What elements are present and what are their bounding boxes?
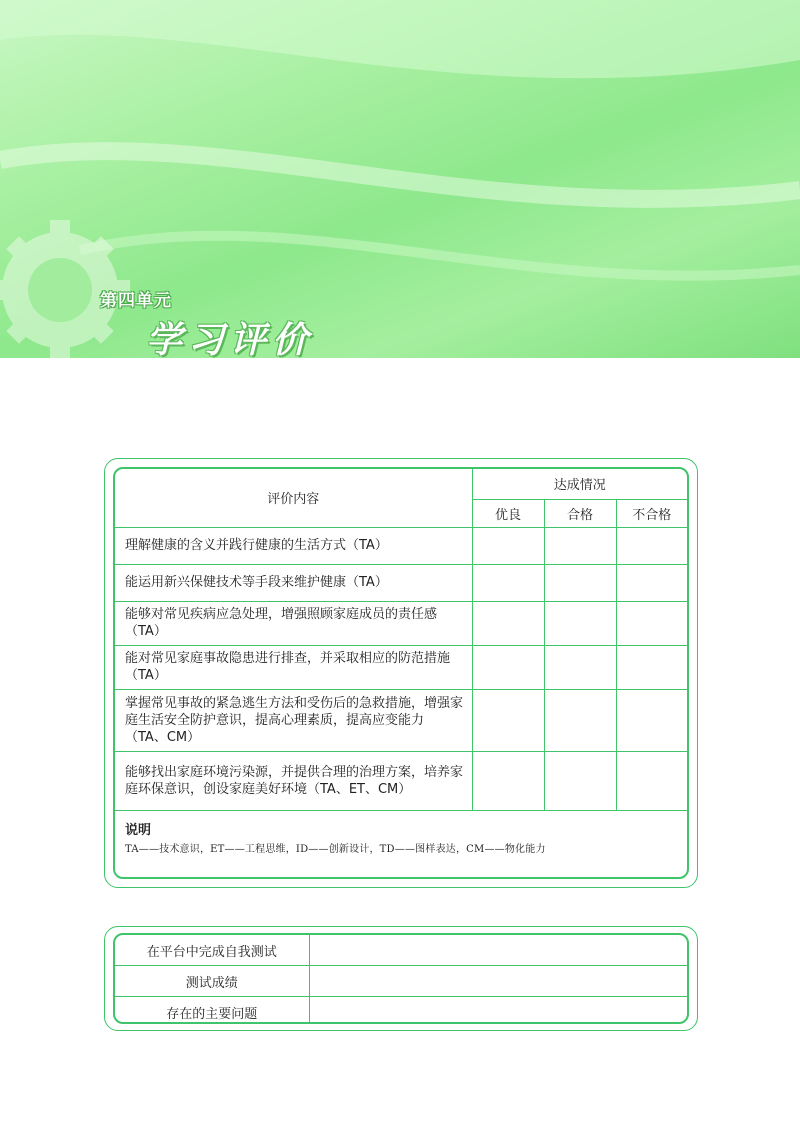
row-content: 能够对常见疾病应急处理，增强照顾家庭成员的责任感（TA） bbox=[115, 601, 472, 645]
self-test-frame bbox=[104, 926, 698, 1031]
header-banner bbox=[0, 0, 800, 358]
notes bbox=[115, 811, 687, 855]
header-evaluation-content: 评价内容 bbox=[115, 469, 472, 527]
cell-pass[interactable] bbox=[544, 564, 616, 601]
evaluation-table bbox=[115, 469, 687, 811]
cell-excellent[interactable] bbox=[472, 751, 544, 810]
test-score-label: 测试成绩 bbox=[115, 966, 309, 997]
row-content: 能运用新兴保健技术等手段来维护健康（TA） bbox=[115, 564, 472, 601]
header-level-pass: 合格 bbox=[544, 499, 616, 527]
cell-pass[interactable] bbox=[544, 645, 616, 689]
cell-pass[interactable] bbox=[544, 689, 616, 751]
header-level-excellent: 优良 bbox=[472, 499, 544, 527]
cell-fail[interactable] bbox=[616, 527, 687, 564]
cell-fail[interactable] bbox=[616, 601, 687, 645]
table-row bbox=[115, 689, 687, 751]
cell-excellent[interactable] bbox=[472, 527, 544, 564]
table-row bbox=[115, 601, 687, 645]
row-content: 能够找出家庭环境污染源，并提供合理的治理方案，培养家庭环保意识，创设家庭美好环境（TA、ET、CM） bbox=[115, 751, 472, 810]
row-content: 理解健康的含义并践行健康的生活方式（TA） bbox=[115, 527, 472, 564]
row-content: 掌握常见事故的紧急逃生方法和受伤后的急救措施，增强家庭生活安全防护意识，提高心理素质，提高应变能力（TA、CM） bbox=[115, 689, 472, 751]
evaluation-box bbox=[113, 467, 689, 879]
cell-excellent[interactable] bbox=[472, 689, 544, 751]
cell-fail[interactable] bbox=[616, 645, 687, 689]
table-row bbox=[115, 935, 687, 966]
notes-title: 说明 bbox=[125, 822, 152, 838]
test-score-value[interactable] bbox=[309, 966, 687, 997]
row-content: 能对常见家庭事故隐患进行排查，并采取相应的防范措施（TA） bbox=[115, 645, 472, 689]
section-title: 学习评价 bbox=[146, 320, 315, 358]
table-row bbox=[115, 564, 687, 601]
cell-excellent[interactable] bbox=[472, 564, 544, 601]
unit-label: 第四单元 bbox=[100, 291, 172, 311]
self-test-table bbox=[115, 935, 687, 1024]
table-row bbox=[115, 527, 687, 564]
table-row bbox=[115, 997, 687, 1025]
header-achievement: 达成情况 bbox=[472, 469, 687, 499]
self-test-box bbox=[113, 933, 689, 1024]
cell-fail[interactable] bbox=[616, 564, 687, 601]
cell-pass[interactable] bbox=[544, 751, 616, 810]
table-row bbox=[115, 751, 687, 810]
self-test-value[interactable] bbox=[309, 935, 687, 966]
evaluation-frame bbox=[104, 458, 698, 888]
header-level-fail: 不合格 bbox=[616, 499, 687, 527]
table-row bbox=[115, 645, 687, 689]
main-problems-label: 存在的主要问题 bbox=[115, 997, 309, 1025]
cell-pass[interactable] bbox=[544, 601, 616, 645]
cell-fail[interactable] bbox=[616, 751, 687, 810]
table-row bbox=[115, 966, 687, 997]
cell-excellent[interactable] bbox=[472, 601, 544, 645]
cell-excellent[interactable] bbox=[472, 645, 544, 689]
cell-fail[interactable] bbox=[616, 689, 687, 751]
cell-pass[interactable] bbox=[544, 527, 616, 564]
notes-text: TA——技术意识，ET——工程思维，ID——创新设计，TD——图样表达，CM——物化能力 bbox=[125, 843, 546, 855]
main-problems-value[interactable] bbox=[309, 997, 687, 1025]
self-test-label: 在平台中完成自我测试 bbox=[115, 935, 309, 966]
